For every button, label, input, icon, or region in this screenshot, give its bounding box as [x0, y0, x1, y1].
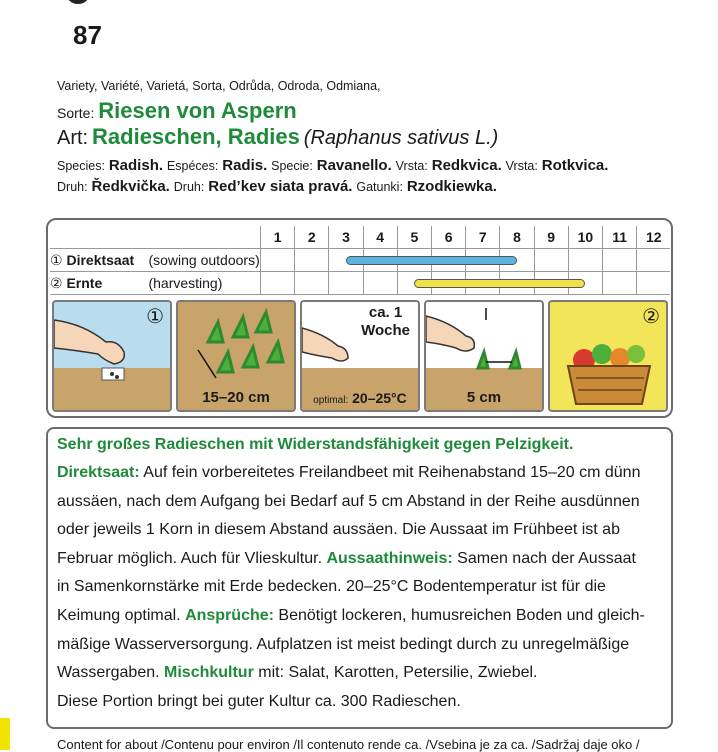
species-label: Vrsta: — [505, 159, 538, 173]
tile-germination — [300, 300, 420, 412]
description-text: in Samenkornstärke mit Erde bedecken. 20–25°C Bodentemperatur ist für die — [57, 578, 606, 596]
month-label: 3 — [328, 226, 362, 249]
tile-harvest — [548, 300, 668, 412]
description-line — [57, 464, 640, 482]
description-text: Benötigt lockeren, humusreichen Boden und gleich- — [273, 607, 645, 624]
species-label: Specie: — [271, 159, 313, 173]
month-label: 11 — [602, 226, 636, 249]
description-line — [57, 493, 640, 511]
row-name: Ernte — [66, 275, 103, 291]
sorte-row — [57, 98, 297, 124]
description-line — [57, 550, 636, 568]
species-label: Druh: — [173, 180, 205, 194]
description-line — [57, 693, 461, 711]
species-label: Species: — [57, 159, 105, 173]
description-line — [57, 607, 645, 625]
month-label: 1 — [260, 226, 294, 249]
description-text: Samen nach der Aussaat — [452, 549, 636, 567]
tile-sowing — [52, 300, 172, 412]
calendar-header-blank — [50, 226, 260, 249]
page-number: 87 — [73, 20, 102, 50]
art-row — [57, 124, 498, 150]
species-label: Gatunki: — [356, 180, 403, 194]
species-value: Redkvica. — [431, 157, 502, 174]
art-label: Art: — [57, 127, 89, 149]
month-label: 7 — [465, 226, 499, 249]
calendar-cell — [294, 249, 328, 272]
sorte-label: Sorte: — [57, 105, 95, 121]
species-value: Radis. — [222, 157, 268, 174]
description-line — [57, 521, 620, 539]
calendar-cell — [260, 272, 294, 295]
description-line — [57, 578, 606, 596]
variety-languages: Variety, Variété, Varietá, Sorta, Odrůda, Odroda, Odmiana, — [57, 79, 381, 93]
month-label: 10 — [568, 226, 602, 249]
latin-name: (Raphanus sativus L.) — [303, 127, 499, 149]
description-text: aussäen, nach dem Aufgang bei Bedarf auf 5 cm Abstand in der Reihe ausdünnen — [57, 492, 640, 510]
row-note: (sowing outdoors) — [148, 252, 260, 268]
description-headline: Sehr großes Radieschen mit Widerstandsfähigkeit gegen Pelzigkeit. — [57, 436, 574, 453]
species-row-2 — [57, 178, 497, 195]
description-line — [57, 636, 629, 654]
thinning-hand-icon — [426, 302, 542, 374]
vegetable-basket-icon — [550, 324, 666, 410]
temperature-label — [302, 390, 418, 406]
description-text: Auf fein vorbereitetes Freilandbeet mit Reihenabstand 15–20 cm dünn — [139, 464, 641, 481]
species-row-1 — [57, 157, 608, 174]
top-emblem — [67, 0, 89, 4]
germination-time-line1: ca. 1 — [368, 304, 403, 321]
tile-marker: ① — [146, 306, 164, 328]
description-keyword: Direktsaat: — [57, 464, 140, 481]
calendar-cell — [568, 249, 602, 272]
row-note: (harvesting) — [148, 275, 223, 291]
row-marker: ② — [50, 275, 67, 291]
yellow-strip — [0, 718, 10, 750]
species-value: Radish. — [108, 157, 164, 174]
species-value: Rotkvica. — [541, 157, 609, 174]
germination-time-line2: Woche — [361, 322, 410, 339]
temperature-value: 20–25°C — [352, 390, 407, 406]
calendar-cell — [260, 249, 294, 272]
description-text: Wassergaben. — [57, 664, 165, 682]
description-text: mit: Salat, Karotten, Petersilie, Zwiebel. — [253, 664, 538, 682]
month-label: 2 — [294, 226, 328, 249]
row-spacing-label: 15–20 cm — [202, 389, 270, 406]
sowing-calendar — [50, 226, 668, 296]
calendar-row-label — [50, 249, 260, 272]
plant-spacing-label: 5 cm — [466, 389, 502, 406]
description-text: Keimung optimal. — [57, 607, 186, 624]
calendar-cell — [636, 249, 670, 272]
tile-thinning — [424, 300, 544, 412]
species-value: Ravanello. — [316, 157, 392, 174]
month-label: 8 — [499, 226, 533, 249]
calendar-cell — [294, 272, 328, 295]
description-text: Diese Portion bringt bei guter Kultur ca. 300 Radieschen. — [57, 692, 461, 710]
calendar-cell — [636, 272, 670, 295]
harvest-period-bar — [414, 279, 585, 288]
tile-marker: ② — [642, 306, 660, 328]
portion-footer: Content for about /Contenu pour environ /Il contenuto rende ca. /Vsebina je za ca. /Sadržaj daje oko / — [57, 737, 640, 752]
month-label: 9 — [534, 226, 568, 249]
species-value: Red’kev siata pravá. — [208, 178, 353, 195]
optimal-prefix: optimal: — [313, 395, 349, 406]
calendar-cell — [534, 249, 568, 272]
hand-icon — [302, 322, 382, 382]
species-value: Rzodkiewka. — [406, 178, 497, 195]
species-label: Espéces: — [166, 159, 219, 173]
month-label: 4 — [363, 226, 397, 249]
calendar-cell — [602, 272, 636, 295]
description-text: oder jeweils 1 Korn in diesem Abstand aussäen. Die Aussaat im Frühbeet ist ab — [57, 521, 620, 539]
calendar-cell — [602, 249, 636, 272]
month-label: 6 — [431, 226, 465, 249]
seedlings-icon — [178, 302, 294, 392]
tile-row-spacing — [176, 300, 296, 412]
sowing-period-bar — [346, 256, 517, 265]
variety-name: Riesen von Aspern — [98, 98, 297, 123]
description-keyword: Aussaathinweis: — [326, 549, 453, 567]
description-text: mäßige Wasserversorgung. Aufplatzen ist meist bedingt durch zu unregelmäßige — [57, 635, 630, 653]
species-label: Druh: — [57, 180, 88, 194]
calendar-cell — [328, 272, 362, 295]
description-line — [57, 664, 537, 682]
row-marker: ① — [50, 252, 67, 268]
description-keyword: Ansprüche: — [185, 607, 274, 624]
description-text: Februar möglich. Auch für Vlieskultur. — [57, 549, 327, 567]
calendar-cell — [363, 272, 397, 295]
description-keyword: Mischkultur — [164, 664, 254, 682]
calendar-row-label — [50, 272, 260, 295]
month-label: 12 — [636, 226, 670, 249]
month-label: 5 — [397, 226, 431, 249]
row-name: Direktsaat — [66, 252, 135, 268]
art-name: Radieschen, Radies — [92, 124, 300, 149]
species-value: Ředkvička. — [91, 178, 170, 195]
species-label: Vrsta: — [395, 159, 428, 173]
